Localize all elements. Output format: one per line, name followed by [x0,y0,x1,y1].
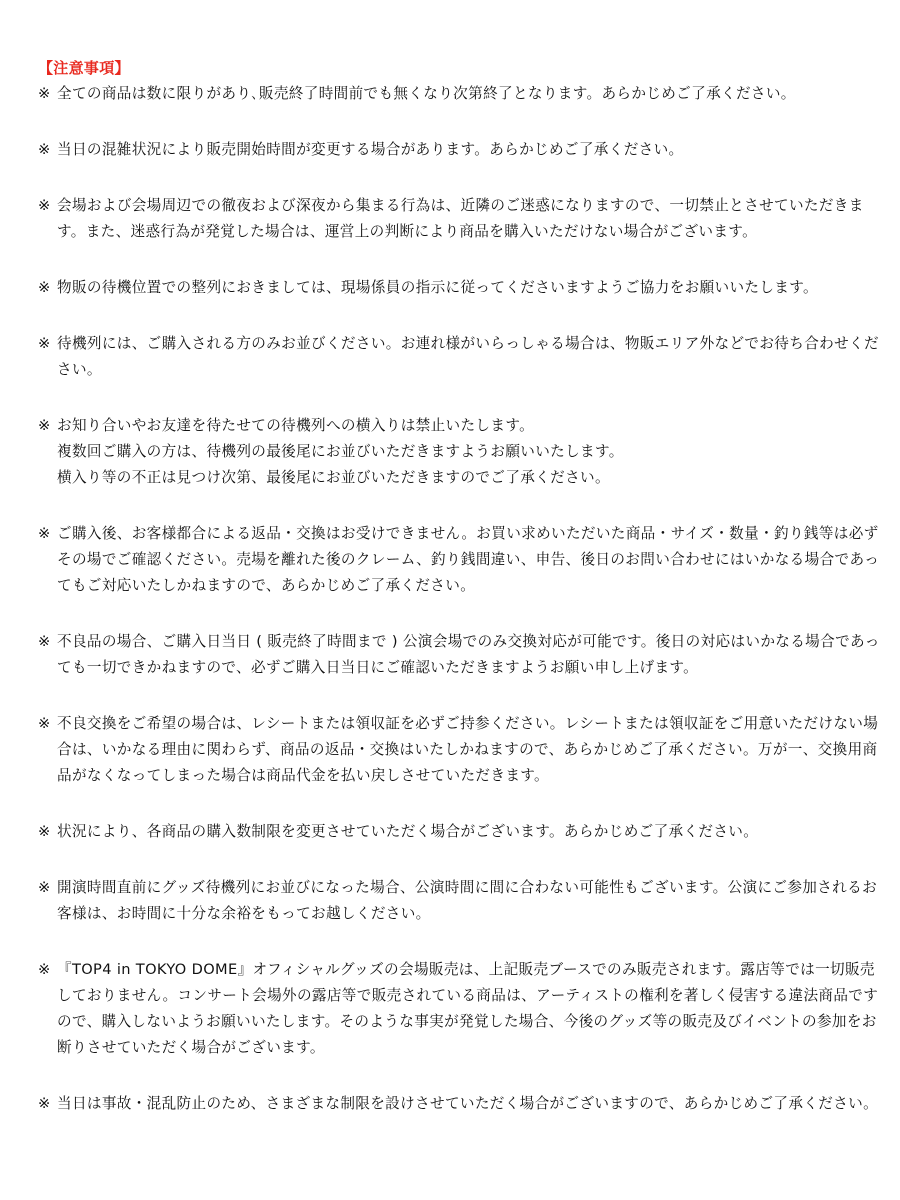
notice-mark: ※ [38,715,51,732]
notice-text: ご購入後、お客様都合による返品・交換はお受けできません。お買い求めいただいた商品・サイズ・数量・釣り銭等は必ずその場でご確認ください。売場を離れた後のクレーム、釣り銭間違い、申告、後日のお問い合わせにはいかなる場合であってもご対応いたしかねますので、あらかじめご了承ください。 [57,525,880,594]
notice-item [38,521,883,599]
notice-item [38,413,883,491]
notice-line: お知り合いやお友達を待たせての待機列への横入りは禁止いたします。 [57,417,535,434]
notice-mark: ※ [38,525,51,542]
notice-mark: ※ [38,335,51,352]
notice-mark: ※ [38,279,51,296]
notice-text: 当日は事故・混乱防止のため、さまざまな制限を設けさせていただく場合がございますので、あらかじめご了承ください。 [57,1095,879,1112]
notice-text: 全ての商品は数に限りがあり､販売終了時間前でも無くなり次第終了となります。あらかじめご了承ください。 [57,85,796,102]
notice-mark: ※ [38,961,51,978]
notice-item [38,819,883,845]
notice-mark: ※ [38,633,51,650]
notice-text: 開演時間直前にグッズ待機列にお並びになった場合、公演時間に間に合わない可能性もございます。公演にご参加されるお客様は、お時間に十分な余裕をもってお越しください。 [57,879,878,922]
notice-mark: ※ [38,879,51,896]
notice-item [38,875,883,927]
notice-mark: ※ [38,85,51,102]
notice-text: 『TOP4 in TOKYO DOME』オフィシャルグッズの会場販売は、上記販売ブースでのみ販売されます。露店等では一切販売しておりません。コンサート会場外の露店等で販売されている商品は、アーティストの権利を著しく侵害する違法商品ですので、購入しないようお願いいたします。そのような事実が発覚した場合、今後のグッズ等の販売及びイベントの参加をお断りさせていただく場合がございます。 [57,961,879,1056]
notice-item [38,275,883,301]
notice-text: 当日の混雑状況により販売開始時間が変更する場合があります。あらかじめご了承ください。 [57,141,684,158]
notice-text: 不良交換をご希望の場合は、レシートまたは領収証を必ずご持参ください。レシートまたは領収証をご用意いただけない場合は、いかなる理由に関わらず、商品の返品・交換はいたしかねますので、あらかじめご了承ください。万が一、交換用商品がなくなってしまった場合は商品代金を払い戻しさせていただきます。 [57,715,879,784]
notice-item [38,711,883,789]
notice-text: 待機列には、ご購入される方のみお並びください。お連れ様がいらっしゃる場合は、物販エリア外などでお待ち合わせください。 [57,335,879,378]
notice-line: 横入り等の不正は見つけ次第、最後尾にお並びいただきますのでご了承ください。 [57,469,610,486]
notice-text: 不良品の場合、ご購入日当日 ( 販売終了時間まで ) 公演会場でのみ交換対応が可能です。後日の対応はいかなる場合であっても一切できかねますので、必ずご購入日当日にご確認いただきますようお願い申し上げます。 [57,633,880,676]
notice-item [38,1091,883,1117]
notice-mark: ※ [38,1095,51,1112]
notice-item [38,193,883,245]
notice-mark: ※ [38,823,51,840]
notice-mark: ※ [38,197,51,214]
notice-text: 状況により、各商品の購入数制限を変更させていただく場合がございます。あらかじめご了承ください。 [57,823,759,840]
notice-mark: ※ [38,417,51,434]
notice-item [38,629,883,681]
notice-item [38,957,883,1061]
notice-text: 物販の待機位置での整列におきましては、現場係員の指示に従ってくださいますようご協力をお願いいたします。 [57,279,818,296]
notice-item [38,331,883,383]
notice-text: 会場および会場周辺での徹夜および深夜から集まる行為は、近隣のご迷惑になりますので、一切禁止とさせていただきます。また、迷惑行為が発覚した場合は、運営上の判断により商品を購入いただけない場合がございます。 [57,197,864,240]
notice-line: 複数回ご購入の方は、待機列の最後尾にお並びいただきますようお願いいたします。 [57,443,624,460]
notice-item [38,137,883,163]
notice-item [38,81,883,107]
notice-heading: 【注意事項】 [38,59,130,77]
notice-mark: ※ [38,141,51,158]
